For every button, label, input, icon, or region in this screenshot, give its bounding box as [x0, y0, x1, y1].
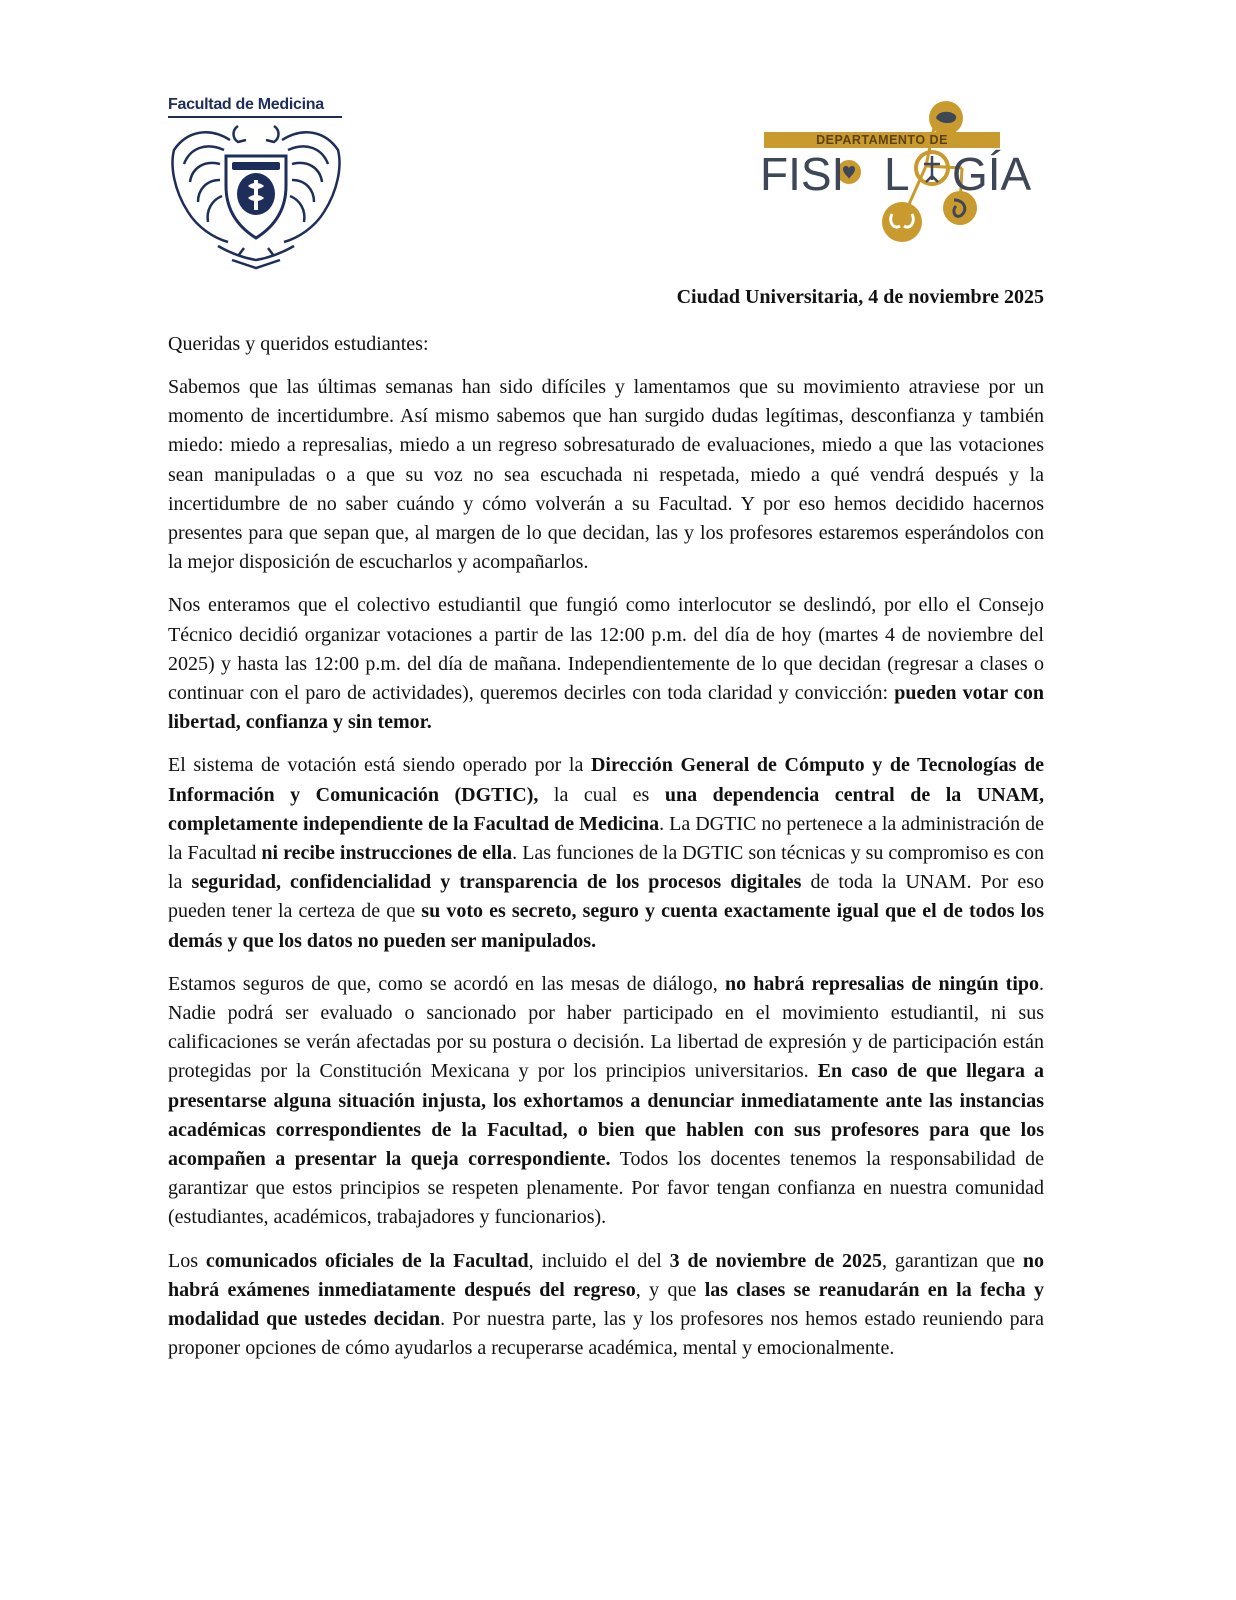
paragraph-4: [168, 970, 1044, 1233]
text-run: de toda la UNAM. Por eso pueden tener la certeza de que: [168, 871, 1044, 923]
paragraph-3: [168, 751, 1044, 955]
text-run: Todos los docentes tenemos la responsabilidad de garantizar que estos principios se respeten plenamente. Por favor tengan confianza en nuestra comunidad (estudiantes, académicos, trabajadores y funcionarios).: [168, 1148, 1044, 1229]
bold-run: comunicados oficiales de la Facultad: [205, 1249, 529, 1272]
text-run: , y que: [635, 1278, 705, 1301]
facultad-medicina-logo: [168, 96, 346, 270]
fisiologia-logo: [756, 96, 1048, 248]
bold-run: no habrá exámenes inmediatamente después del regreso: [168, 1249, 1044, 1301]
bold-run: seguridad, confidencialidad y transparencia de los procesos digitales: [191, 871, 802, 894]
bold-run: no habrá represalias de ningún tipo: [724, 972, 1039, 995]
dept-name-mid: L: [884, 148, 910, 200]
text-run: Sabemos que las últimas semanas han sido difíciles y lamentamos que su movimiento atraviese por un momento de incertidumbre. Así mismo sabemos que han surgido dudas legítimas, desconfianza y también miedo: miedo a represalias, miedo a un regreso sobresaturado de evaluaciones, miedo a que las votaciones sean manipuladas o a que su voz no sea escuchada ni respetada, miedo a qué vendrá después y la incertidumbre de no saber cuándo y cómo volverán a su Facultad. Y por eso hemos decidido hacernos presentes para que sepan que, al margen de lo que decidan, las y los profesores estaremos esperándolos con la mejor disposición de escucharlos y acompañarlos.: [168, 376, 1044, 574]
bold-run: 3 de noviembre de 2025: [669, 1249, 882, 1272]
paragraph-5: [168, 1247, 1044, 1364]
bold-run: ni recibe instrucciones de ella: [261, 842, 513, 865]
dept-label: DEPARTAMENTO DE: [764, 132, 1000, 148]
text-run: Nos enteramos que el colectivo estudiantil que fungió como interlocutor se deslindó, por ello el Consejo Técnico decidió organizar votaciones a partir de las 12:00 p.m. del día de hoy (martes 4 de noviembre del 2025) y hasta las 12:00 p.m. del día de mañana. Independientemente de lo que decidan (regresar a clases o continuar con el paro de actividades), queremos decirles con toda claridad y convicción:: [168, 594, 1044, 705]
text-run: . Nadie podrá ser evaluado o sancionado por haber participado en el movimiento estudiantil, ni sus calificaciones se verán afectadas por su postura o decisión. La libertad de expresión y de participación están protegidas por la Constitución Mexicana y por los principios universitarios.: [168, 972, 1044, 1083]
text-run: Estamos seguros de que, como se acordó en las mesas de diálogo,: [168, 972, 725, 995]
bold-run: las clases se reanudarán en la fecha y modalidad que ustedes decidan: [168, 1278, 1044, 1331]
text-run: El sistema de votación está siendo operado por la: [168, 754, 591, 777]
letter-body: [168, 330, 1044, 1378]
salutation: Queridas y queridos estudiantes:: [168, 333, 429, 355]
bold-run: su voto es secreto, seguro y cuenta exactamente igual que el de todos los demás y que los datos no pueden ser manipulados.: [168, 900, 1045, 952]
paragraph-1: [168, 373, 1044, 577]
text-run: Los: [168, 1249, 206, 1272]
bold-run: En caso de que llegara a presentarse alguna situación injusta, los exhortamos a denunciar inmediatamente ante las instancias académicas correspondientes de la Facultad, o bien que hablen con sus profesores para que los acompañen a presentar la queja correspondiente.: [168, 1060, 1044, 1171]
dept-name-pre: FISI: [760, 148, 845, 200]
fisiologia-emblem-icon: [756, 96, 1048, 248]
paragraph-2: [168, 591, 1044, 737]
bold-run: Dirección General de Cómputo y de Tecnologías de Información y Comunicación (DGTIC),: [168, 754, 1044, 806]
unam-seal-icon: [168, 120, 344, 270]
bold-run: una dependencia central de la UNAM, completamente independiente de la Facultad de Medicina: [168, 783, 1045, 835]
faculty-label: Facultad de Medicina: [168, 96, 342, 118]
text-run: , garantizan que: [882, 1249, 1023, 1272]
bold-run: pueden votar con libertad, confianza y sin temor.: [168, 682, 1044, 734]
text-run: . Las funciones de la DGTIC son técnicas y su compromiso es con la: [168, 842, 1044, 894]
kidney-node-icon: [882, 202, 922, 242]
dept-name-post: GÍA: [952, 148, 1032, 200]
letter-date: Ciudad Universitaria, 4 de noviembre 2025: [676, 286, 1044, 308]
text-run: , incluido el del: [528, 1249, 670, 1272]
text-run: . La DGTIC no pertenece a la administración de la Facultad: [168, 812, 1044, 865]
text-run: . Por nuestra parte, las y los profesores nos hemos estado reuniendo para proponer opciones de cómo ayudarlos a recuperarse académica, mental y emocionalmente.: [168, 1308, 1045, 1360]
text-run: la cual es: [538, 783, 665, 806]
